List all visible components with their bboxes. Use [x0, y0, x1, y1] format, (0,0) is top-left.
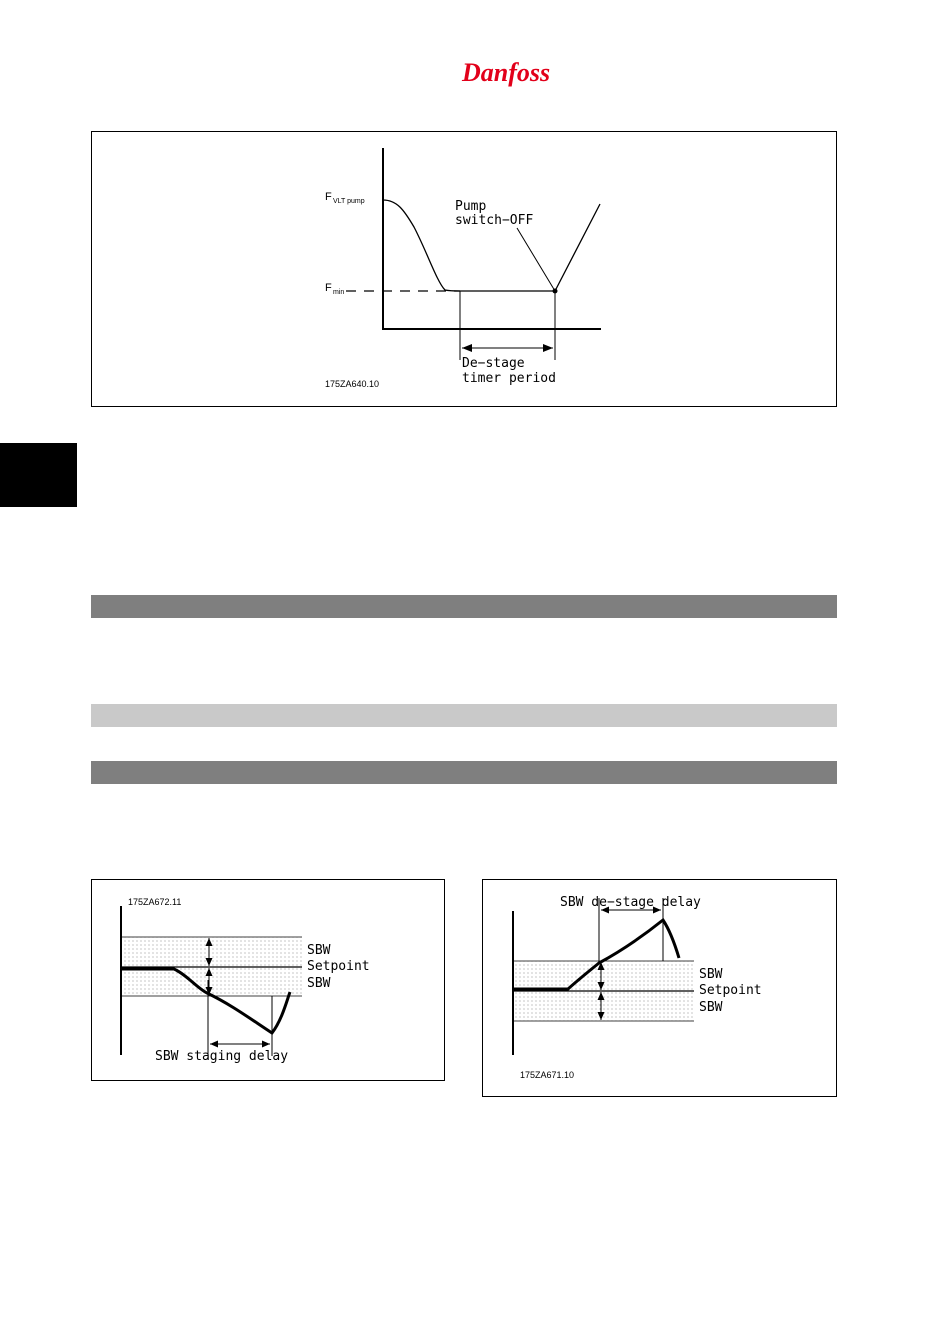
chapter-tab	[0, 443, 77, 507]
setpoint-label: Setpoint	[307, 959, 370, 974]
section-bar	[91, 761, 837, 784]
figure-code: 175ZA671.10	[520, 1070, 575, 1080]
sbw-top-label: SBW	[307, 943, 331, 958]
destage-delay-figure	[482, 879, 837, 1097]
fvlt-label: F	[325, 191, 332, 203]
fvlt-sub: VLT pump	[333, 198, 365, 205]
fmin-label: F	[325, 282, 332, 294]
figure-code: 175ZA640.10	[325, 379, 380, 389]
fmin-sub: min	[333, 289, 345, 296]
sbw-top-label: SBW	[699, 967, 723, 982]
annotation-leader	[517, 228, 555, 291]
destage-delay-label: SBW de−stage delay	[560, 895, 701, 910]
sbw-bottom-label: SBW	[307, 976, 331, 991]
switch-off-label: switch−OFF	[455, 213, 534, 228]
figure-code: 175ZA672.11	[128, 897, 182, 907]
pump-label: Pump	[455, 199, 487, 214]
destage-label: De−stage	[462, 356, 525, 371]
setpoint-label: Setpoint	[699, 983, 762, 998]
staging-delay-figure	[91, 879, 445, 1081]
destage-timer-figure	[91, 131, 837, 407]
section-bar-light	[91, 704, 837, 727]
staging-delay-label: SBW staging delay	[155, 1049, 289, 1064]
sbw-bottom-label: SBW	[699, 1000, 723, 1015]
logo-text: Danfoss	[462, 58, 551, 87]
section-bar	[91, 595, 837, 618]
timer-period-label: timer period	[462, 371, 556, 386]
danfoss-logo	[458, 52, 558, 92]
